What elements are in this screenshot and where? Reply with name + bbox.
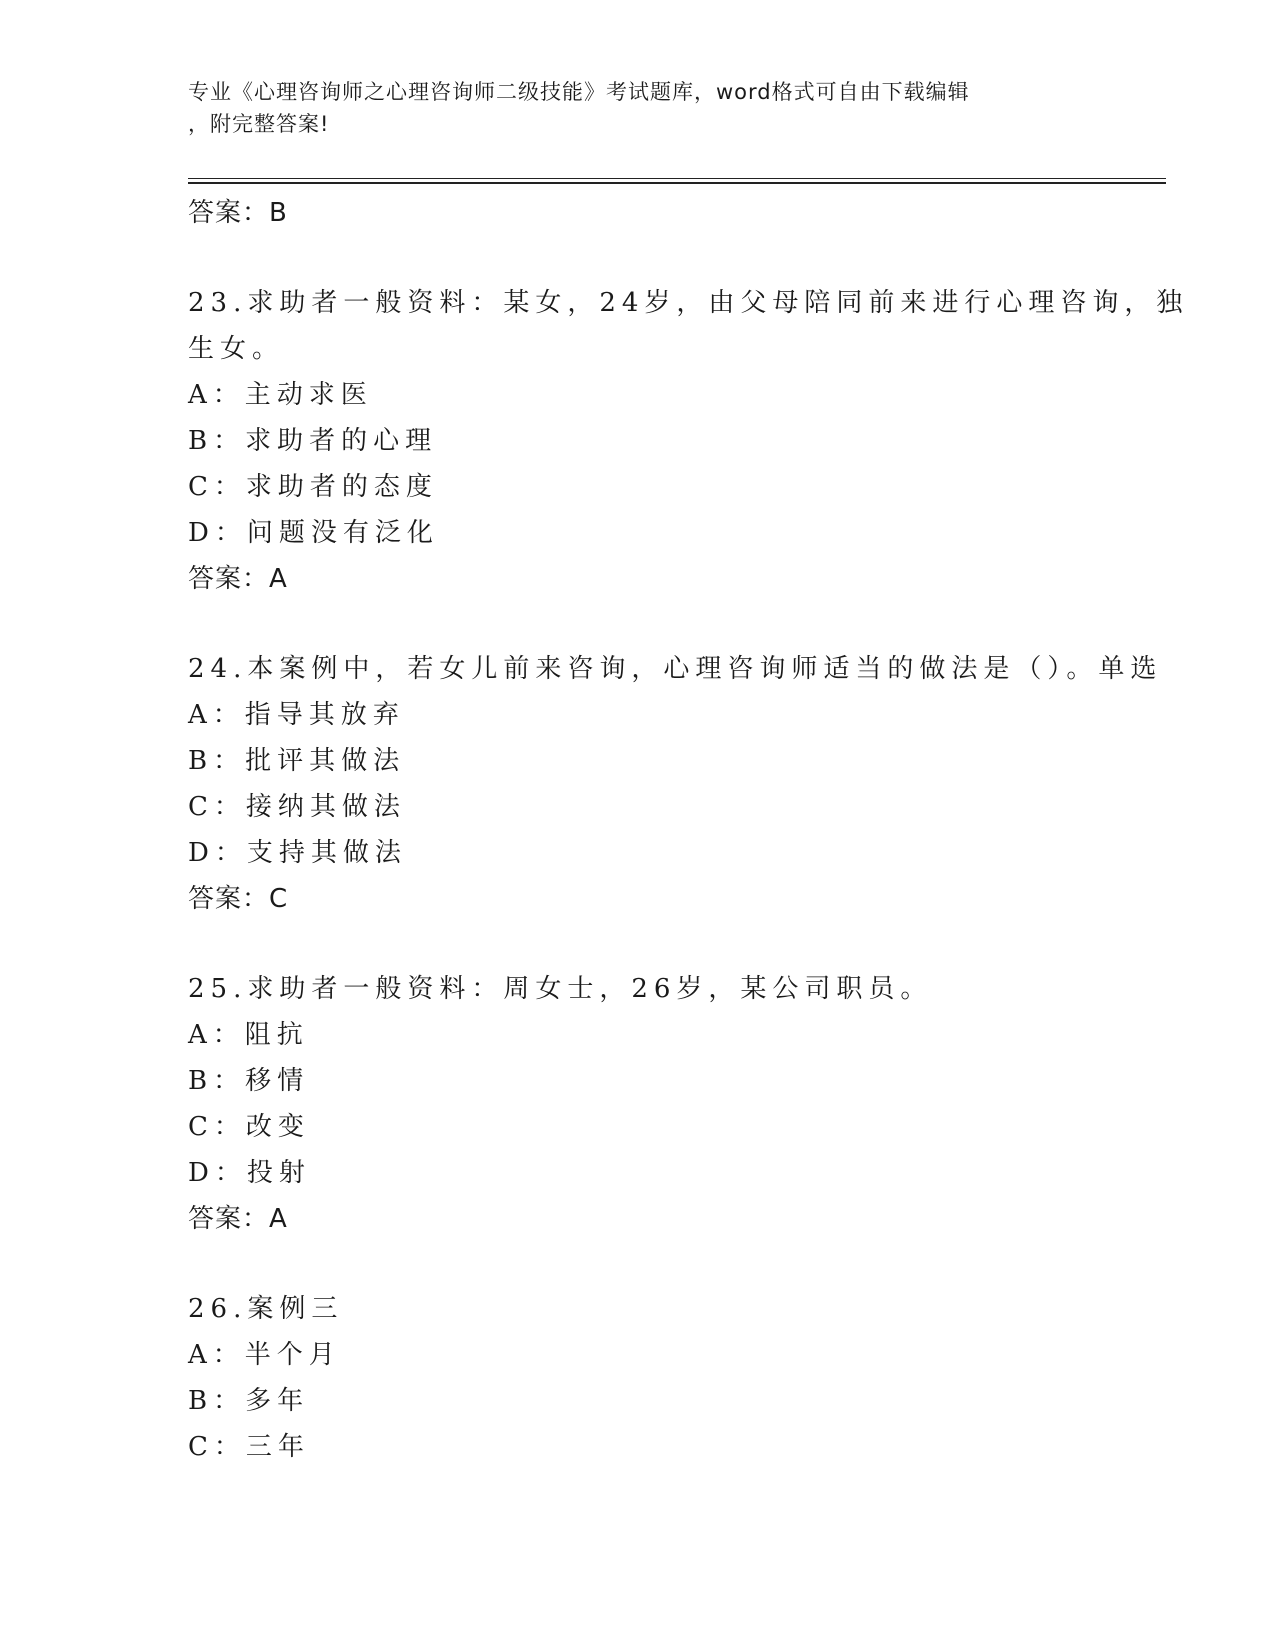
header-title-line-2: ，附完整答案! [188,112,330,136]
document-header [188,76,1068,140]
header-divider-thick [188,182,1166,184]
question-23 [188,280,1189,602]
answer-previous: 答案：B [188,198,288,228]
question-23-text-line-2: 生女。 [188,334,285,364]
question-23-option-c: C：求助者的态度 [188,472,438,502]
question-25-text-line-1: 25.求助者一般资料：周女士，26岁，某公司职员。 [188,974,933,1004]
question-23-answer: 答案：A [188,564,288,594]
question-23-option-a: A：主动求医 [188,380,373,410]
question-25-option-d: D：投射 [188,1158,311,1188]
question-26 [188,1286,1128,1470]
question-26-option-b: B：多年 [188,1386,310,1416]
question-25-option-a: A：阻抗 [188,1020,309,1050]
question-list [188,190,1189,1470]
question-24-option-c: C：接纳其做法 [188,792,406,822]
question-24-option-a: A：指导其放弃 [188,700,405,730]
spacer [188,602,1128,646]
question-26-option-a: A：半个月 [188,1340,341,1370]
question-26-option-c: C：三年 [188,1432,310,1462]
header-title-line-1: 专业《心理咨询师之心理咨询师二级技能》考试题库，word格式可自由下载编辑 [188,80,970,104]
question-24 [188,646,1163,922]
question-25-option-c: C：改变 [188,1112,310,1142]
spacer [188,236,1128,280]
spacer [188,922,1128,966]
question-24-answer: 答案：C [188,884,289,914]
question-24-option-b: B：批评其做法 [188,746,406,776]
question-23-text-line-1: 23.求助者一般资料：某女，24岁，由父母陪同前来进行心理咨询，独 [188,288,1189,318]
question-26-text-line-1: 26.案例三 [188,1294,344,1324]
question-24-option-d: D：支持其做法 [188,838,407,868]
question-24-text-line-1: 24.本案例中，若女儿前来咨询，心理咨询师适当的做法是（）。单选 [188,654,1163,684]
header-divider-thin [188,178,1166,179]
spacer [188,1242,1128,1286]
question-25-option-b: B：移情 [188,1066,310,1096]
question-25-answer: 答案：A [188,1204,288,1234]
question-23-option-d: D：问题没有泛化 [188,518,439,548]
question-25 [188,966,1128,1242]
question-23-option-b: B：求助者的心理 [188,426,438,456]
